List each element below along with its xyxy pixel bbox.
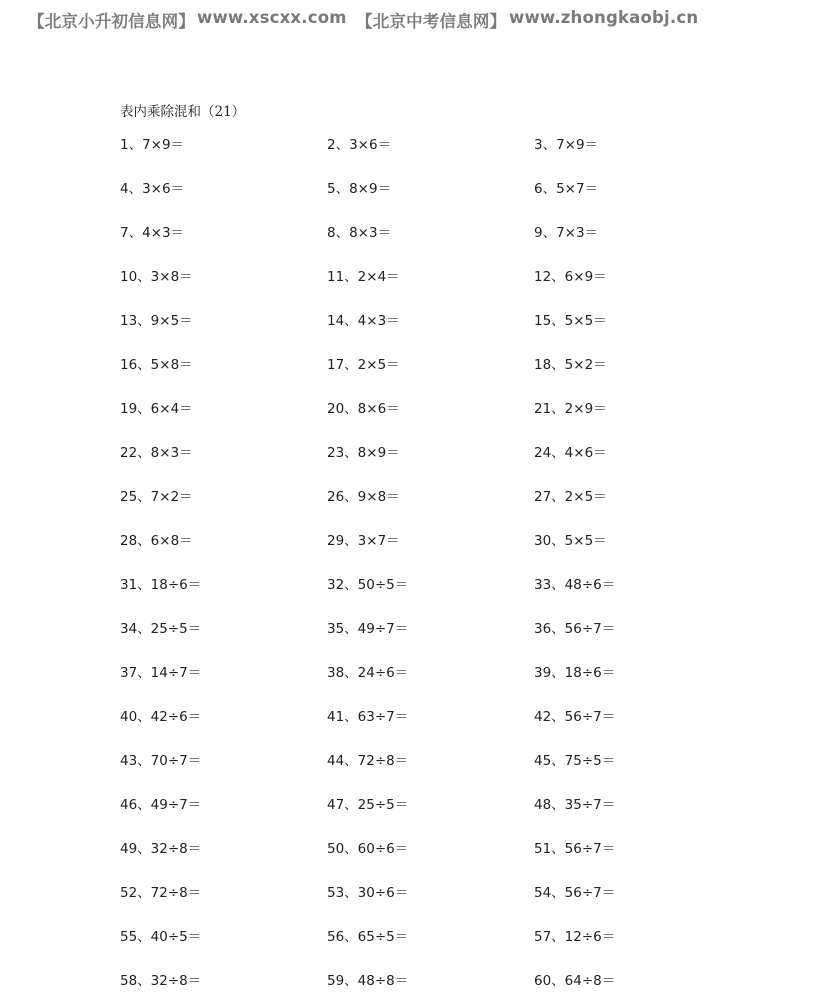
problem-item: 30、5×5＝ [534, 533, 607, 549]
problem-item: 20、8×6＝ [327, 401, 400, 417]
problem-item: 4、3×6＝ [120, 181, 185, 197]
problem-item: 41、63÷7＝ [327, 709, 409, 725]
problem-item: 25、7×2＝ [120, 489, 193, 505]
problem-item: 31、18÷6＝ [120, 577, 202, 593]
problem-item: 49、32÷8＝ [120, 841, 202, 857]
problem-item: 34、25÷5＝ [120, 621, 202, 637]
problem-item: 39、18÷6＝ [534, 665, 616, 681]
problem-item: 29、3×7＝ [327, 533, 400, 549]
problem-item: 35、49÷7＝ [327, 621, 409, 637]
problem-item: 27、2×5＝ [534, 489, 607, 505]
problem-item: 5、8×9＝ [327, 181, 392, 197]
problem-item: 28、6×8＝ [120, 533, 193, 549]
problem-item: 40、42÷6＝ [120, 709, 202, 725]
problem-item: 33、48÷6＝ [534, 577, 616, 593]
problem-item: 10、3×8＝ [120, 269, 193, 285]
problem-item: 53、30÷6＝ [327, 885, 409, 901]
problem-item: 16、5×8＝ [120, 357, 193, 373]
problem-item: 60、64÷8＝ [534, 973, 616, 989]
site1-url[interactable]: www.xscxx.com [197, 8, 347, 27]
problem-item: 55、40÷5＝ [120, 929, 202, 945]
problem-item: 3、7×9＝ [534, 137, 599, 153]
problem-item: 19、6×4＝ [120, 401, 193, 417]
problem-item: 2、3×6＝ [327, 137, 392, 153]
problem-item: 47、25÷5＝ [327, 797, 409, 813]
problem-item: 37、14÷7＝ [120, 665, 202, 681]
problem-item: 56、65÷5＝ [327, 929, 409, 945]
problem-item: 6、5×7＝ [534, 181, 599, 197]
problem-item: 43、70÷7＝ [120, 753, 202, 769]
problem-item: 13、9×5＝ [120, 313, 193, 329]
problem-item: 11、2×4＝ [327, 269, 400, 285]
problem-item: 46、49÷7＝ [120, 797, 202, 813]
problem-item: 15、5×5＝ [534, 313, 607, 329]
problem-item: 42、56÷7＝ [534, 709, 616, 725]
problem-item: 14、4×3＝ [327, 313, 400, 329]
problem-item: 57、12÷6＝ [534, 929, 616, 945]
site2-name: 【北京中考信息网】 [356, 12, 507, 31]
problem-item: 36、56÷7＝ [534, 621, 616, 637]
problem-item: 12、6×9＝ [534, 269, 607, 285]
problem-item: 9、7×3＝ [534, 225, 599, 241]
problem-item: 45、75÷5＝ [534, 753, 616, 769]
problem-item: 52、72÷8＝ [120, 885, 202, 901]
problem-item: 59、48÷8＝ [327, 973, 409, 989]
problem-item: 8、8×3＝ [327, 225, 392, 241]
site2-url[interactable]: www.zhongkaobj.cn [509, 8, 699, 27]
problem-item: 22、8×3＝ [120, 445, 193, 461]
problem-item: 50、60÷6＝ [327, 841, 409, 857]
problem-item: 38、24÷6＝ [327, 665, 409, 681]
problem-item: 26、9×8＝ [327, 489, 400, 505]
problem-item: 21、2×9＝ [534, 401, 607, 417]
problem-item: 32、50÷5＝ [327, 577, 409, 593]
worksheet-title: 表内乘除混和（21） [120, 104, 246, 120]
problem-item: 54、56÷7＝ [534, 885, 616, 901]
site1-name: 【北京小升初信息网】 [28, 12, 195, 31]
problem-item: 23、8×9＝ [327, 445, 400, 461]
problem-item: 17、2×5＝ [327, 357, 400, 373]
problem-item: 58、32÷8＝ [120, 973, 202, 989]
problem-item: 51、56÷7＝ [534, 841, 616, 857]
problem-item: 18、5×2＝ [534, 357, 607, 373]
problem-item: 7、4×3＝ [120, 225, 185, 241]
problem-item: 24、4×6＝ [534, 445, 607, 461]
problem-item: 44、72÷8＝ [327, 753, 409, 769]
problem-item: 48、35÷7＝ [534, 797, 616, 813]
problem-item: 1、7×9＝ [120, 137, 185, 153]
